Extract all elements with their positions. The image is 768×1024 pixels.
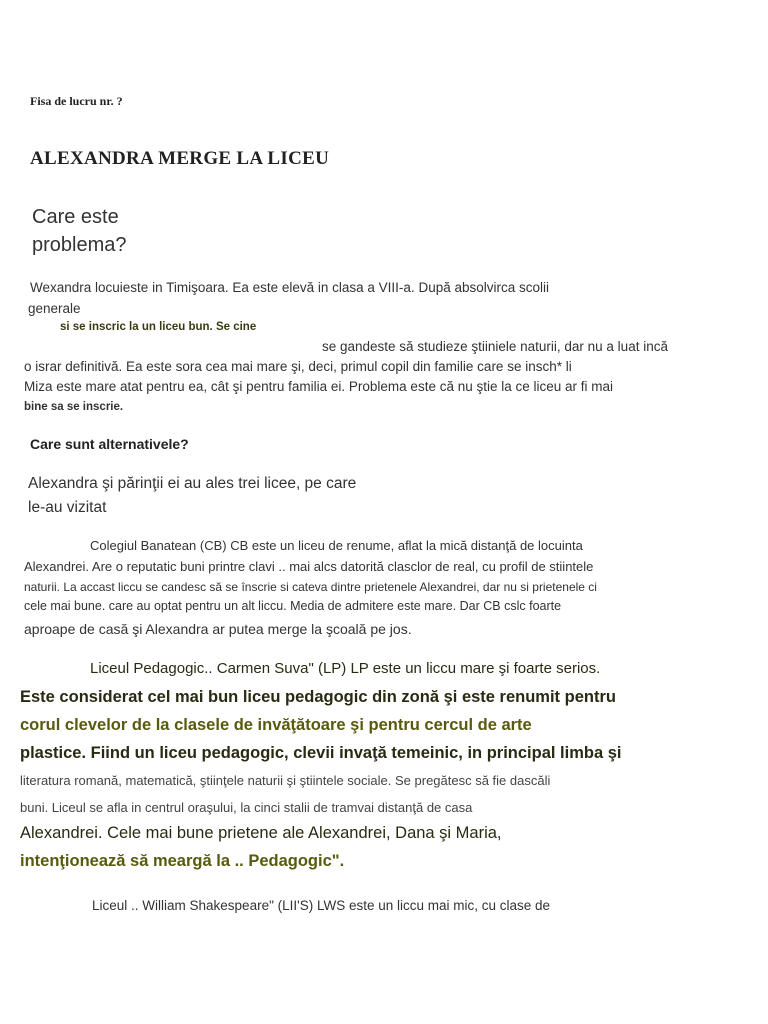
alternatives-heading: Care sunt alternativele? <box>30 436 189 452</box>
cb-line-3: naturii. La accast liccu se candesc să se înscrie si cateva dintre prietenele Alexandrei, dar nu si prietenele ci <box>24 580 597 594</box>
problem-line-4: se gandeste să studieze ştiiniele naturii, dar nu a luat incă <box>322 339 668 354</box>
alternatives-intro-line1: Alexandra şi părinţii ei au ales trei licee, pe care <box>28 475 357 492</box>
lp-line-7: Alexandrei. Cele mai bune prietene ale Alexandrei, Dana şi Maria, <box>20 824 502 842</box>
cb-line-2: Alexandrei. Are o reputatic buni printre clavi .. mai alcs datorită clasclor de real, cu profil de stiintele <box>24 559 594 574</box>
cb-line-4: cele mai bune. care au optat pentru un alt liccu. Media de admitere este mare. Dar CB cslc foarte <box>24 599 562 613</box>
cb-line-1: Colegiul Banatean (CB) CB este un liceu de renume, aflat la mică distanţă de locuinta <box>90 538 583 553</box>
lp-line-2: Este considerat cel mai bun liceu pedagogic din zonă şi este renumit pentru <box>20 688 616 706</box>
page-title: ALEXANDRA MERGE LA LICEU <box>30 148 330 169</box>
problem-heading-line2: problema? <box>32 234 127 256</box>
lp-line-1: Liceul Pedagogic.. Carmen Suva" (LP) LP este un liccu mare şi foarte serios. <box>90 660 601 677</box>
lp-line-4: plastice. Fiind un liceu pedagogic, clevii invaţă temeinic, in principal limba şi <box>20 744 622 762</box>
lp-line-6: buni. Liceul se afla in centrul oraşului, la cinci stalii de tramvai distanţă de casa <box>20 800 473 815</box>
problem-line-6: Miza este mare atat pentru ea, cât şi pentru familia ei. Problema este că nu ştie la ce liceu ar fi mai <box>24 379 614 394</box>
lp-line-5: literatura romană, matematică, ştiinţele naturii şi ştiintele sociale. Se pregătesc să fie dascăli <box>20 773 551 788</box>
alternatives-intro-line2: le-au vizitat <box>28 499 107 516</box>
problem-line-7: bine sa se inscrie. <box>24 401 124 413</box>
worksheet-label: Fisa de lucru nr. ? <box>30 94 123 108</box>
lp-line-3: corul clevelor de la clasele de invăţătoare şi pentru cercul de arte <box>20 716 532 734</box>
cb-line-5: aproape de casă şi Alexandra ar putea merge la şcoală pe jos. <box>24 621 412 637</box>
problem-heading <box>32 203 192 259</box>
problem-line-2: generale <box>28 301 81 316</box>
lp-line-8: intenţionează să meargă la .. Pedagogic". <box>20 852 345 870</box>
problem-line-3: si se inscric la un liceu bun. Se cine <box>60 321 257 333</box>
problem-line-1: Wexandra locuieste in Timişoara. Ea este elevă in clasa a VIII-a. După absolvirca scolii <box>30 280 549 295</box>
problem-heading-line1: Care este <box>32 206 119 228</box>
problem-line-5: o israr definitivă. Ea este sora cea mai mare şi, deci, primul copil din familie care se insch* li <box>24 359 572 374</box>
lws-line-1: Liceul .. William Shakespeare" (LII'S) LWS este un liccu mai mic, cu clase de <box>92 898 551 913</box>
